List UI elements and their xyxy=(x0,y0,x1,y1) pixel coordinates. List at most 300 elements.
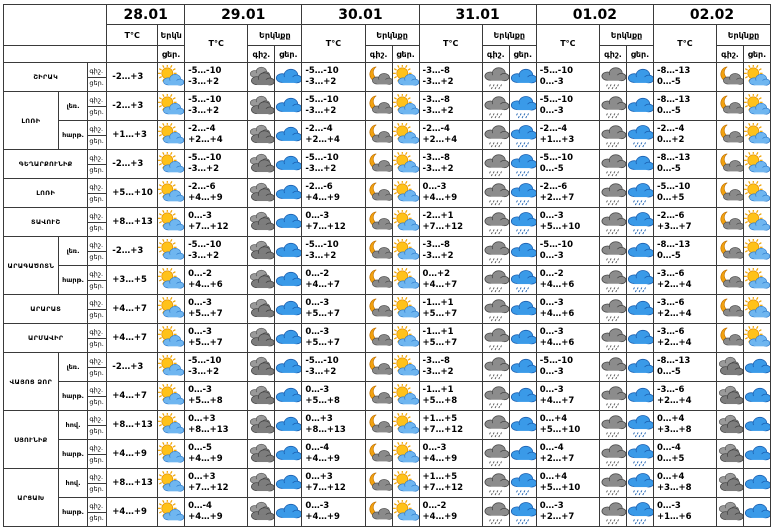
date-header: 28.01 xyxy=(107,5,185,25)
temp-range xyxy=(536,150,599,179)
night-temp: -3…-8 xyxy=(422,153,450,163)
temp-range xyxy=(536,266,599,295)
day-label: ցեր. xyxy=(88,425,106,437)
temp-range xyxy=(419,353,482,382)
night-label: գիշ. xyxy=(89,472,104,481)
cloud-blue-icon xyxy=(275,440,302,469)
temp-range xyxy=(653,121,716,150)
temp-range xyxy=(185,150,248,179)
day-temp: +5…+10 xyxy=(539,222,581,232)
day-label: ցեր. xyxy=(275,46,302,63)
temp-range xyxy=(419,411,482,440)
moon-cloud-icon xyxy=(365,295,392,324)
sun-cloud-icon xyxy=(392,121,419,150)
day-temp: +4…+6 xyxy=(188,280,223,290)
temp-range xyxy=(185,498,248,527)
sun-cloud-icon xyxy=(743,295,770,324)
temp-range xyxy=(302,498,365,527)
temp-range xyxy=(536,63,599,92)
day-label: ցեր. xyxy=(88,483,106,495)
day-temp: -3…+2 xyxy=(422,106,454,116)
day-temp: +2…+7 xyxy=(539,512,575,522)
rain-cloud-icon xyxy=(599,266,626,295)
moon-cloud-icon xyxy=(716,121,743,150)
temp-range xyxy=(653,150,716,179)
terrain-label: հարթ. xyxy=(58,266,88,295)
day-temp: +8…+13 xyxy=(188,425,229,435)
night-label: գիշ. xyxy=(89,414,104,423)
temp-range xyxy=(536,498,599,527)
night-temp: -3…-8 xyxy=(422,240,450,250)
night-temp: -2…-6 xyxy=(188,182,216,192)
day-temp: +7…+12 xyxy=(305,222,346,232)
night-temp: -8…-13 xyxy=(656,95,691,105)
day-temp: -3…+2 xyxy=(188,164,220,174)
day-temp: +2…+4 xyxy=(656,396,692,406)
temp-range xyxy=(302,266,365,295)
day-temp: +7…+12 xyxy=(422,483,464,493)
sun-cloud-icon xyxy=(743,92,770,121)
day-temp: +4…+7 xyxy=(422,280,458,290)
night-temp: -5…-10 xyxy=(305,95,339,105)
night-label: գիշ. xyxy=(365,46,392,63)
cloud-blue-icon xyxy=(626,237,653,266)
day-temp: +4…+6 xyxy=(539,309,575,319)
temp-range xyxy=(185,237,248,266)
night-label: գիշ. xyxy=(89,327,104,336)
temp-range xyxy=(185,295,248,324)
day-temp: +4…+9 xyxy=(188,512,223,522)
cloud-blue-icon xyxy=(275,266,302,295)
day-temp: 0…+5 xyxy=(656,193,685,203)
day-temp: -3…+2 xyxy=(305,77,337,87)
rain-cloud-icon xyxy=(482,324,509,353)
night-temp: -5…-10 xyxy=(305,356,339,366)
moon-cloud-icon xyxy=(365,440,392,469)
cloud-blue-icon xyxy=(509,382,536,411)
moon-cloud-icon xyxy=(716,208,743,237)
cloud-icon xyxy=(248,237,275,266)
cloud-icon xyxy=(248,266,275,295)
table-row xyxy=(4,63,771,92)
day-temp: +5…+10 xyxy=(539,425,581,435)
temp-range xyxy=(419,179,482,208)
day-temp: 0…+2 xyxy=(656,135,685,145)
region-name: ԼՈՌԻ xyxy=(4,92,59,150)
rain-cloud-icon xyxy=(482,440,509,469)
night-temp: -2…-6 xyxy=(305,182,333,192)
sky-header: Երկնքը xyxy=(248,25,302,46)
night-label: գիշ. xyxy=(89,66,104,75)
day-temp: +4…+9 xyxy=(422,454,458,464)
night-temp: -5…-10 xyxy=(539,95,574,105)
day-temp: +4…+9 xyxy=(422,512,458,522)
cloud-blue-icon xyxy=(275,353,302,382)
temp-range: -2…+3 xyxy=(107,353,158,382)
day-temp: +2…+4 xyxy=(656,309,692,319)
cloud-icon xyxy=(248,324,275,353)
day-label: ցեր. xyxy=(158,46,185,63)
night-label: գիշ. xyxy=(89,356,104,365)
table-row xyxy=(4,179,771,208)
day-temp: +2…+4 xyxy=(305,135,340,145)
night-temp: -8…-13 xyxy=(656,66,691,76)
sun-cloud-icon xyxy=(158,63,185,92)
day-temp: 0…-5 xyxy=(656,77,681,87)
day-temp: 0…+5 xyxy=(656,454,685,464)
temp-range xyxy=(185,440,248,469)
date-header: 01.02 xyxy=(536,5,653,25)
cloud-icon xyxy=(248,440,275,469)
night-temp: -3…-6 xyxy=(656,385,685,395)
rain-cloud-icon xyxy=(482,382,509,411)
night-temp: 0…-3 xyxy=(422,182,447,192)
temp-range xyxy=(536,353,599,382)
day-temp: +1…+3 xyxy=(539,135,575,145)
sun-cloud-icon xyxy=(158,500,184,525)
night-day-labels xyxy=(88,353,107,382)
day-temp: -3…+2 xyxy=(305,367,337,377)
night-temp: 0…-5 xyxy=(188,443,212,453)
sky-header: Երկնքը xyxy=(716,25,770,46)
cloud-blue-icon xyxy=(743,382,770,411)
temp-range xyxy=(185,469,248,498)
day-label: ցեր. xyxy=(88,512,106,524)
temp-range xyxy=(653,469,716,498)
cloud-blue-icon xyxy=(275,208,302,237)
cloud-icon xyxy=(248,208,275,237)
temp-range xyxy=(419,382,482,411)
sun-cloud-icon xyxy=(158,353,185,382)
night-temp: 0…-3 xyxy=(539,298,564,308)
night-temp: 0…-2 xyxy=(188,269,212,279)
cloud-blue-icon xyxy=(509,411,536,440)
night-temp: -2…-4 xyxy=(305,124,333,134)
night-temp: -2…-4 xyxy=(422,124,450,134)
terrain-label: հարթ. xyxy=(58,121,88,150)
day-label: ցեր. xyxy=(626,46,653,63)
night-temp: -2…-4 xyxy=(539,124,568,134)
cloud-icon xyxy=(248,411,275,440)
cloud-blue-icon xyxy=(743,498,770,527)
day-temp: +2…+7 xyxy=(539,454,575,464)
terrain-label: հարթ. xyxy=(58,498,88,527)
temp-range xyxy=(185,411,248,440)
rain-blue-icon xyxy=(626,469,653,498)
table-row xyxy=(4,121,771,150)
sun-cloud-icon xyxy=(743,324,770,353)
day-label: ցեր. xyxy=(88,251,106,263)
night-temp: -3…-8 xyxy=(422,95,450,105)
rain-blue-icon xyxy=(626,121,653,150)
rain-cloud-icon xyxy=(599,382,626,411)
temp-unit-header: T°C xyxy=(419,25,482,63)
day-label: ցեր. xyxy=(88,106,106,118)
temp-range xyxy=(419,121,482,150)
temp-range xyxy=(302,469,365,498)
day-temp: -3…+2 xyxy=(422,77,454,87)
region-name: ՍՅՈՒՆԻՔ xyxy=(4,411,59,469)
temp-range xyxy=(653,353,716,382)
temp-unit-header: T°C xyxy=(653,25,716,63)
sun-cloud-icon xyxy=(392,237,419,266)
night-temp: -5…-10 xyxy=(539,66,574,76)
sun-cloud-icon xyxy=(392,382,419,411)
rain-blue-icon xyxy=(626,266,653,295)
sun-cloud-icon xyxy=(158,210,184,235)
rain-cloud-icon xyxy=(482,353,509,382)
sun-cloud-icon xyxy=(158,208,185,237)
terrain-label: հով. xyxy=(58,469,88,498)
night-temp: +1…+5 xyxy=(422,414,458,424)
night-temp: -2…-6 xyxy=(656,211,685,221)
temp-range xyxy=(419,266,482,295)
cloud-icon xyxy=(716,353,743,382)
moon-cloud-icon xyxy=(365,469,392,498)
night-temp: -5…-10 xyxy=(539,153,574,163)
region-name: ՇԻՐԱԿ xyxy=(4,63,88,92)
day-temp: +5…+8 xyxy=(188,396,223,406)
temp-range xyxy=(185,179,248,208)
moon-cloud-icon xyxy=(365,411,392,440)
temp-range: -2…+3 xyxy=(107,150,158,179)
temp-range xyxy=(536,324,599,353)
date-header: 29.01 xyxy=(185,5,302,25)
date-header: 31.01 xyxy=(419,5,536,25)
sky-header: Երկնքը xyxy=(365,25,419,46)
temp-range xyxy=(653,411,716,440)
cloud-blue-icon xyxy=(509,237,536,266)
sun-cloud-icon xyxy=(392,92,419,121)
night-label: գիշ. xyxy=(89,240,104,249)
cloud-icon xyxy=(716,469,743,498)
day-temp: +5…+8 xyxy=(305,396,340,406)
night-temp: -5…-10 xyxy=(188,356,222,366)
night-label: գիշ. xyxy=(89,443,104,452)
temp-range xyxy=(653,295,716,324)
moon-cloud-icon xyxy=(716,63,743,92)
rain-cloud-icon xyxy=(599,353,626,382)
day-temp: -3…+2 xyxy=(305,251,337,261)
temp-range xyxy=(302,237,365,266)
region-name: ԱՐԱՐԱՏ xyxy=(4,295,88,324)
day-temp: -3…+2 xyxy=(422,251,454,261)
cloud-blue-icon xyxy=(275,179,302,208)
rain-cloud-icon xyxy=(482,237,509,266)
sun-cloud-icon xyxy=(392,498,419,527)
day-temp: +5…+10 xyxy=(539,483,581,493)
temp-range xyxy=(185,63,248,92)
sun-cloud-icon xyxy=(158,179,185,208)
cloud-icon xyxy=(248,92,275,121)
sun-cloud-icon xyxy=(392,63,419,92)
temp-range xyxy=(419,63,482,92)
sun-cloud-icon xyxy=(158,237,185,266)
moon-cloud-icon xyxy=(365,179,392,208)
day-temp: +2…+4 xyxy=(188,135,223,145)
day-temp: +5…+7 xyxy=(422,309,458,319)
temp-range: -2…+3 xyxy=(107,237,158,266)
day-temp: -3…+2 xyxy=(305,164,337,174)
night-temp: -2…-4 xyxy=(188,124,216,134)
temp-range: -2…+3 xyxy=(107,92,158,121)
moon-cloud-icon xyxy=(365,353,392,382)
temp-range xyxy=(185,266,248,295)
temp-range xyxy=(302,121,365,150)
region-name: ԳԵՂԱՐՔՈՒՆԻՔ xyxy=(4,150,88,179)
date-header: 02.02 xyxy=(653,5,770,25)
sun-cloud-icon xyxy=(743,63,770,92)
date-header: 30.01 xyxy=(302,5,419,25)
night-temp: -1…+1 xyxy=(422,327,454,337)
day-temp: 0…-5 xyxy=(539,164,564,174)
cloud-blue-icon xyxy=(275,295,302,324)
table-row xyxy=(4,150,771,179)
day-temp: +3…+7 xyxy=(656,222,692,232)
sun-cloud-icon xyxy=(392,179,419,208)
table-row xyxy=(4,208,771,237)
cloud-blue-icon xyxy=(275,121,302,150)
cloud-blue-icon xyxy=(626,63,653,92)
night-temp: 0…-4 xyxy=(656,443,681,453)
cloud-blue-icon xyxy=(626,295,653,324)
temp-unit-header: T°C xyxy=(302,25,365,63)
day-label: ցեր. xyxy=(88,309,106,321)
day-temp: +5…+7 xyxy=(188,309,223,319)
day-temp: 0…-5 xyxy=(656,367,681,377)
temp-range xyxy=(302,295,365,324)
day-label: ցեր. xyxy=(88,193,106,205)
sun-cloud-icon xyxy=(158,123,184,148)
sky-header: Երկնքը xyxy=(482,25,536,46)
cloud-icon xyxy=(248,498,275,527)
night-label: գիշ. xyxy=(89,153,104,162)
temp-range xyxy=(536,382,599,411)
sun-cloud-icon xyxy=(158,266,185,295)
night-temp: 0…+4 xyxy=(656,472,685,482)
temp-range xyxy=(185,324,248,353)
sun-cloud-icon xyxy=(158,92,185,121)
rain-cloud-icon xyxy=(599,237,626,266)
night-day-labels xyxy=(88,498,107,527)
sun-cloud-icon xyxy=(158,324,185,353)
cloud-icon xyxy=(248,63,275,92)
temp-range: +8…+13 xyxy=(107,411,158,440)
region-name: ՎԱՅՈՑ ՁՈՐ xyxy=(4,353,59,411)
night-label: գիշ. xyxy=(89,124,104,133)
temp-range xyxy=(653,382,716,411)
table-row xyxy=(4,469,771,498)
temp-range xyxy=(302,382,365,411)
temp-range xyxy=(536,121,599,150)
night-temp: -5…-10 xyxy=(188,66,222,76)
rain-blue-icon xyxy=(509,92,536,121)
temp-range xyxy=(302,150,365,179)
day-temp: +5…+7 xyxy=(188,338,223,348)
day-temp: +8…+13 xyxy=(305,425,346,435)
rain-cloud-icon xyxy=(599,208,626,237)
temp-range xyxy=(185,208,248,237)
night-temp: -3…-8 xyxy=(422,356,450,366)
temp-range xyxy=(536,92,599,121)
rain-cloud-icon xyxy=(482,179,509,208)
night-day-labels xyxy=(88,440,107,469)
night-temp: -5…-10 xyxy=(188,153,222,163)
temp-range: +4…+9 xyxy=(107,440,158,469)
moon-cloud-icon xyxy=(716,92,743,121)
temp-range xyxy=(653,237,716,266)
temp-range xyxy=(419,498,482,527)
night-day-labels xyxy=(88,382,107,411)
night-day-labels xyxy=(88,237,107,266)
day-temp: +5…+8 xyxy=(422,396,458,406)
cloud-blue-icon xyxy=(626,150,653,179)
night-label: գիշ. xyxy=(482,46,509,63)
cloud-blue-icon xyxy=(626,353,653,382)
rain-cloud-icon xyxy=(482,92,509,121)
rain-blue-icon xyxy=(509,498,536,527)
day-temp: +4…+9 xyxy=(305,454,340,464)
night-temp: 0…-4 xyxy=(188,501,212,511)
sun-cloud-icon xyxy=(158,65,184,90)
sky-header: Երկն xyxy=(158,25,185,46)
night-temp: 0…-2 xyxy=(422,501,447,511)
blank-cell xyxy=(4,46,107,63)
night-temp: 0…+3 xyxy=(305,414,333,424)
region-name: ՏԱՎՈՒՇ xyxy=(4,208,88,237)
day-temp: -3…+2 xyxy=(422,164,454,174)
night-day-labels xyxy=(88,469,107,498)
cloud-blue-icon xyxy=(275,63,302,92)
night-temp: 0…-3 xyxy=(539,501,564,511)
region-name: ԼՈՌԻ xyxy=(4,179,88,208)
day-temp: +7…+12 xyxy=(188,222,229,232)
terrain-label: հարթ. xyxy=(58,440,88,469)
day-temp: +2…+4 xyxy=(656,338,692,348)
day-temp: +4…+6 xyxy=(539,338,575,348)
temp-range xyxy=(302,440,365,469)
cloud-blue-icon xyxy=(275,411,302,440)
sun-cloud-icon xyxy=(158,469,185,498)
temp-range xyxy=(536,469,599,498)
sun-cloud-icon xyxy=(158,181,184,206)
table-row xyxy=(4,382,771,411)
night-day-labels xyxy=(88,266,107,295)
cloud-blue-icon xyxy=(275,92,302,121)
cloud-blue-icon xyxy=(743,411,770,440)
day-label: ցեր. xyxy=(509,46,536,63)
temp-range: -2…+3 xyxy=(107,63,158,92)
temp-range xyxy=(419,469,482,498)
temp-range xyxy=(419,208,482,237)
rain-cloud-icon xyxy=(482,411,509,440)
day-temp: +4…+7 xyxy=(539,396,575,406)
cloud-icon xyxy=(248,150,275,179)
night-temp: -8…-13 xyxy=(656,153,691,163)
temp-range xyxy=(536,179,599,208)
temp-range xyxy=(302,353,365,382)
rain-blue-icon xyxy=(626,411,653,440)
sun-cloud-icon xyxy=(743,150,770,179)
night-temp: -5…-10 xyxy=(305,153,339,163)
night-temp: 0…-3 xyxy=(656,501,681,511)
temp-range: +8…+13 xyxy=(107,469,158,498)
night-day-labels xyxy=(88,63,107,92)
temp-unit-header: T°C xyxy=(107,25,158,46)
temp-range: +4…+7 xyxy=(107,324,158,353)
cloud-blue-icon xyxy=(275,237,302,266)
night-temp: 0…-3 xyxy=(422,443,447,453)
